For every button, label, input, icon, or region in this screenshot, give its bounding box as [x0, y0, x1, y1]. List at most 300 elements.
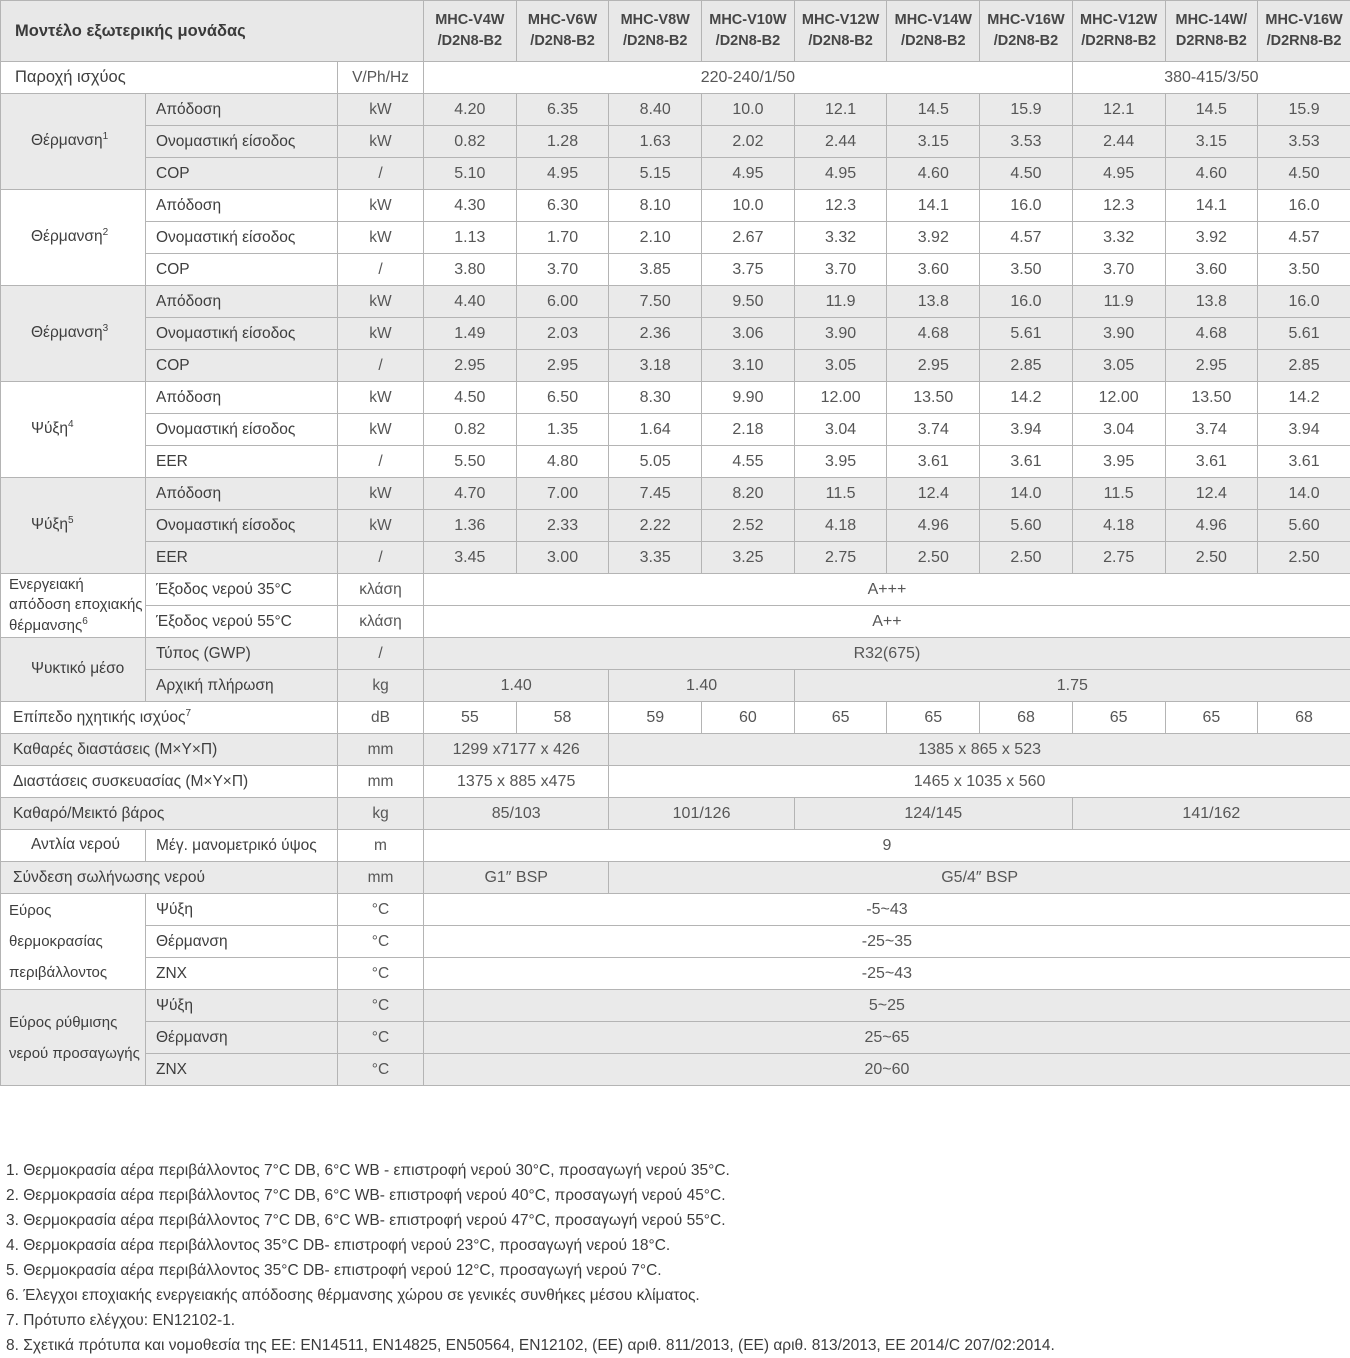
row-label-cell: Θέρμανση — [146, 1022, 338, 1054]
value-cell: 5.10 — [424, 158, 517, 190]
value-cell: 8.10 — [609, 190, 702, 222]
row-label-cell: Ονομαστική είσοδος — [146, 414, 338, 446]
row-label-cell: EER — [146, 542, 338, 574]
value-cell: 2.85 — [980, 350, 1073, 382]
unit-cell: °C — [338, 990, 424, 1022]
value-cell: 4.96 — [887, 510, 980, 542]
value-cell: 12.00 — [794, 382, 887, 414]
table-row — [1, 638, 1350, 670]
value-cell: 3.92 — [1165, 222, 1258, 254]
value-cell: 4.18 — [1072, 510, 1165, 542]
value-cell: G5/4″ BSP — [609, 862, 1350, 894]
footnote-line: 7. Πρότυπο ελέγχου: EN12102-1. — [6, 1308, 1350, 1333]
value-cell: 3.70 — [516, 254, 609, 286]
value-cell: 4.40 — [424, 286, 517, 318]
value-cell: 2.85 — [1258, 350, 1350, 382]
value-cell: 3.61 — [1165, 446, 1258, 478]
value-cell: 3.53 — [1258, 126, 1350, 158]
value-cell: 6.50 — [516, 382, 609, 414]
section-label-cell: Αντλία νερού — [1, 830, 146, 862]
value-cell: 3.00 — [516, 542, 609, 574]
model-name-line2: /D2N8-B2 — [623, 33, 687, 49]
value-cell: 4.60 — [1165, 158, 1258, 190]
value-cell: 1.40 — [424, 670, 609, 702]
value-cell: 2.95 — [1165, 350, 1258, 382]
value-cell: 2.52 — [702, 510, 795, 542]
value-cell: 13.50 — [1165, 382, 1258, 414]
value-cell: 4.96 — [1165, 510, 1258, 542]
unit-cell: kW — [338, 382, 424, 414]
value-cell: 3.70 — [1072, 254, 1165, 286]
value-cell: 10.0 — [702, 94, 795, 126]
value-cell: 4.68 — [887, 318, 980, 350]
value-cell: 2.95 — [516, 350, 609, 382]
model-name-line2: /D2RN8-B2 — [1267, 33, 1342, 49]
row-label-cell: COP — [146, 350, 338, 382]
table-row — [1, 606, 1350, 638]
value-cell: 1.35 — [516, 414, 609, 446]
value-cell: 4.18 — [794, 510, 887, 542]
value-cell: 2.44 — [1072, 126, 1165, 158]
value-cell: 7.00 — [516, 478, 609, 510]
unit-cell: / — [338, 254, 424, 286]
value-cell: 4.60 — [887, 158, 980, 190]
value-cell: 0.82 — [424, 126, 517, 158]
table-row — [1, 894, 1350, 926]
model-name-line1: MHC-V6W — [528, 12, 597, 28]
value-cell: 8.20 — [702, 478, 795, 510]
unit-cell: mm — [338, 862, 424, 894]
value-cell: 65 — [887, 702, 980, 734]
value-cell: 3.15 — [1165, 126, 1258, 158]
value-cell: 12.4 — [887, 478, 980, 510]
value-cell: 12.3 — [794, 190, 887, 222]
row-label-cell: Ονομαστική είσοδος — [146, 126, 338, 158]
table-row — [1, 798, 1350, 830]
model-name-line2: /D2N8-B2 — [438, 33, 502, 49]
value-cell: 3.80 — [424, 254, 517, 286]
model-name-line1: MHC-V12W — [1080, 12, 1157, 28]
row-label-cell: COP — [146, 158, 338, 190]
value-cell: 7.50 — [609, 286, 702, 318]
value-cell: 2.75 — [1072, 542, 1165, 574]
value-cell: 3.61 — [887, 446, 980, 478]
value-cell: 4.50 — [1258, 158, 1350, 190]
unit-cell: kW — [338, 94, 424, 126]
table-row — [1, 542, 1350, 574]
value-cell: 4.57 — [1258, 222, 1350, 254]
value-cell: 25~65 — [424, 1022, 1350, 1054]
value-cell: 12.1 — [794, 94, 887, 126]
value-cell: 65 — [1165, 702, 1258, 734]
value-cell: 6.00 — [516, 286, 609, 318]
value-cell: G1″ BSP — [424, 862, 609, 894]
value-cell: 14.2 — [1258, 382, 1350, 414]
model-name-line2: /D2N8-B2 — [808, 33, 872, 49]
value-cell: 2.50 — [887, 542, 980, 574]
table-row — [1, 254, 1350, 286]
value-cell: 10.0 — [702, 190, 795, 222]
value-cell: A++ — [424, 606, 1350, 638]
value-cell: 68 — [980, 702, 1073, 734]
value-cell: 1.36 — [424, 510, 517, 542]
table-title-cell: Μοντέλο εξωτερικής μονάδας — [1, 1, 424, 62]
value-cell: 5.61 — [1258, 318, 1350, 350]
table-row — [1, 734, 1350, 766]
value-cell: 141/162 — [1072, 798, 1350, 830]
footnote-ref: 3 — [103, 323, 109, 334]
value-cell: 2.95 — [887, 350, 980, 382]
value-cell: 16.0 — [980, 190, 1073, 222]
value-cell: 1.28 — [516, 126, 609, 158]
unit-cell: kg — [338, 670, 424, 702]
unit-cell: kW — [338, 286, 424, 318]
model-header-cell — [1258, 1, 1350, 62]
value-cell: 11.5 — [1072, 478, 1165, 510]
row-label-cell: Αρχική πλήρωση — [146, 670, 338, 702]
value-cell: 12.3 — [1072, 190, 1165, 222]
table-row — [1, 222, 1350, 254]
row-label-cell: Μέγ. μανομετρικό ύψος — [146, 830, 338, 862]
value-cell: -5~43 — [424, 894, 1350, 926]
value-cell: 3.75 — [702, 254, 795, 286]
section-label-cell: Ψυκτικό μέσο — [1, 638, 146, 702]
value-cell: -25~43 — [424, 958, 1350, 990]
row-label-cell: EER — [146, 446, 338, 478]
table-row — [1, 126, 1350, 158]
value-cell: 3.50 — [1258, 254, 1350, 286]
value-cell: 1.49 — [424, 318, 517, 350]
row-label-cell: Ψύξη — [146, 990, 338, 1022]
model-name-line1: MHC-V8W — [621, 12, 690, 28]
value-cell: 3.06 — [702, 318, 795, 350]
value-cell: 68 — [1258, 702, 1350, 734]
value-cell: 1465 x 1035 x 560 — [609, 766, 1350, 798]
value-cell: 13.8 — [1165, 286, 1258, 318]
model-name-line1: MHC-V12W — [802, 12, 879, 28]
value-cell: 4.70 — [424, 478, 517, 510]
value-cell: 4.20 — [424, 94, 517, 126]
section-label-cell: Θέρμανση$^3$ — [1, 286, 146, 382]
table-row — [1, 830, 1350, 862]
footnote-ref: 5 — [68, 515, 74, 526]
value-cell: 13.50 — [887, 382, 980, 414]
section-label-cell: Ψύξη$^5$ — [1, 478, 146, 574]
unit-cell: mm — [338, 734, 424, 766]
row-label-cell: Απόδοση — [146, 94, 338, 126]
footnote-line: 8. Σχετικά πρότυπα και νομοθεσία της ΕΕ: EN14511, EN14825, EN50564, EN12102, (ΕΕ) αριθ. 811/2013, (ΕΕ) αριθ. 813/2013, ΕΕ 2014/C 207/02:2014. — [6, 1333, 1350, 1358]
footnote-ref: 7 — [185, 707, 191, 718]
value-cell: 9 — [424, 830, 1350, 862]
value-cell: 85/103 — [424, 798, 609, 830]
value-cell: 0.82 — [424, 414, 517, 446]
table-row — [1, 1022, 1350, 1054]
value-cell: 11.5 — [794, 478, 887, 510]
table-row — [1, 670, 1350, 702]
value-cell: 2.50 — [1258, 542, 1350, 574]
value-cell: 2.18 — [702, 414, 795, 446]
value-cell: 3.15 — [887, 126, 980, 158]
value-cell: 3.05 — [1072, 350, 1165, 382]
value-cell: 3.95 — [1072, 446, 1165, 478]
footnote-ref: 6 — [82, 616, 88, 627]
value-cell: 1385 x 865 x 523 — [609, 734, 1350, 766]
value-cell: 14.0 — [1258, 478, 1350, 510]
value-cell: 3.61 — [1258, 446, 1350, 478]
value-cell: 2.44 — [794, 126, 887, 158]
value-cell: 1.63 — [609, 126, 702, 158]
model-header-cell — [424, 1, 517, 62]
model-name-line2: /D2N8-B2 — [530, 33, 594, 49]
row-label-cell: COP — [146, 254, 338, 286]
model-header-cell — [980, 1, 1073, 62]
value-cell: 12.00 — [1072, 382, 1165, 414]
value-cell: 220-240/1/50 — [424, 62, 1073, 94]
value-cell: 1.75 — [794, 670, 1350, 702]
model-name-line1: MHC-V10W — [709, 12, 786, 28]
unit-cell: / — [338, 542, 424, 574]
footnotes — [6, 1158, 1350, 1358]
row-label-cell: Καθαρό/Μεικτό βάρος — [1, 798, 338, 830]
unit-cell: kW — [338, 318, 424, 350]
unit-cell: kW — [338, 190, 424, 222]
value-cell: 58 — [516, 702, 609, 734]
unit-cell: kW — [338, 510, 424, 542]
unit-cell: κλάση — [338, 606, 424, 638]
value-cell: 4.50 — [980, 158, 1073, 190]
value-cell: 14.1 — [887, 190, 980, 222]
table-row — [1, 1054, 1350, 1086]
footnote-line: 5. Θερμοκρασία αέρα περιβάλλοντος 35°C DB- επιστροφή νερού 12°C, προσαγωγή νερού 7°C. — [6, 1258, 1350, 1283]
value-cell: 14.2 — [980, 382, 1073, 414]
value-cell: 60 — [702, 702, 795, 734]
row-label-cell: Τύπος (GWP) — [146, 638, 338, 670]
value-cell: 8.40 — [609, 94, 702, 126]
row-label-cell: Επίπεδο ηχητικής ισχύος$^7$ — [1, 702, 338, 734]
value-cell: 8.30 — [609, 382, 702, 414]
table-row — [1, 350, 1350, 382]
value-cell: 3.94 — [1258, 414, 1350, 446]
table-row — [1, 190, 1350, 222]
row-label-cell: Απόδοση — [146, 478, 338, 510]
value-cell: 3.35 — [609, 542, 702, 574]
model-header-cell — [702, 1, 795, 62]
value-cell: 3.45 — [424, 542, 517, 574]
model-header-cell — [794, 1, 887, 62]
value-cell: 5.61 — [980, 318, 1073, 350]
model-name-line2: /D2N8-B2 — [716, 33, 780, 49]
value-cell: 16.0 — [980, 286, 1073, 318]
value-cell: 12.4 — [1165, 478, 1258, 510]
footnote-line: 4. Θερμοκρασία αέρα περιβάλλοντος 35°C DB- επιστροφή νερού 23°C, προσαγωγή νερού 18°C. — [6, 1233, 1350, 1258]
row-label-cell: Ονομαστική είσοδος — [146, 510, 338, 542]
value-cell: 2.22 — [609, 510, 702, 542]
row-label-cell: Ονομαστική είσοδος — [146, 222, 338, 254]
value-cell: 3.05 — [794, 350, 887, 382]
value-cell: 1.64 — [609, 414, 702, 446]
value-cell: 3.32 — [794, 222, 887, 254]
value-cell: 14.5 — [1165, 94, 1258, 126]
value-cell: 59 — [609, 702, 702, 734]
footnote-ref: 2 — [103, 227, 109, 238]
value-cell: 14.5 — [887, 94, 980, 126]
row-label-cell: Παροχή ισχύος — [1, 62, 338, 94]
value-cell: 9.50 — [702, 286, 795, 318]
row-label-cell: Απόδοση — [146, 190, 338, 222]
value-cell: 4.55 — [702, 446, 795, 478]
value-cell: 3.85 — [609, 254, 702, 286]
footnote-line: 1. Θερμοκρασία αέρα περιβάλλοντος 7°C DB, 6°C WB - επιστροφή νερού 30°C, προσαγωγή νερού 35°C. — [6, 1158, 1350, 1183]
row-label-cell: Σύνδεση σωλήνωσης νερού — [1, 862, 338, 894]
value-cell: 11.9 — [794, 286, 887, 318]
model-name-line2: /D2N8-B2 — [994, 33, 1058, 49]
value-cell: 1.40 — [609, 670, 794, 702]
value-cell: 1299 x7177 x 426 — [424, 734, 609, 766]
value-cell: 20~60 — [424, 1054, 1350, 1086]
table-row — [1, 990, 1350, 1022]
footnote-ref: 1 — [103, 131, 109, 142]
value-cell: 6.35 — [516, 94, 609, 126]
unit-cell: / — [338, 350, 424, 382]
unit-cell: °C — [338, 894, 424, 926]
value-cell: 4.50 — [424, 382, 517, 414]
section-label-cell: Θέρμανση$^1$ — [1, 94, 146, 190]
value-cell: 3.60 — [887, 254, 980, 286]
value-cell: 3.25 — [702, 542, 795, 574]
value-cell: -25~35 — [424, 926, 1350, 958]
row-label-cell: Ψύξη — [146, 894, 338, 926]
value-cell: 3.74 — [1165, 414, 1258, 446]
value-cell: 14.1 — [1165, 190, 1258, 222]
row-label-cell: Έξοδος νερού 35°C — [146, 574, 338, 606]
value-cell: 16.0 — [1258, 190, 1350, 222]
value-cell: 3.61 — [980, 446, 1073, 478]
value-cell: 4.95 — [516, 158, 609, 190]
value-cell: 4.80 — [516, 446, 609, 478]
value-cell: 3.94 — [980, 414, 1073, 446]
footnote-line: 3. Θερμοκρασία αέρα περιβάλλοντος 7°C DB, 6°C WB- επιστροφή νερού 47°C, προσαγωγή νερού 55°C. — [6, 1208, 1350, 1233]
section-label-cell: Ψύξη$^4$ — [1, 382, 146, 478]
value-cell: 3.70 — [794, 254, 887, 286]
footnote-line: 6. Έλεγχοι εποχιακής ενεργειακής απόδοσης θέρμανσης χώρου σε γενικές συνθήκες μέσου κλίματος. — [6, 1283, 1350, 1308]
table-row — [1, 766, 1350, 798]
unit-cell: kg — [338, 798, 424, 830]
table-row — [1, 414, 1350, 446]
unit-cell: °C — [338, 926, 424, 958]
value-cell: A+++ — [424, 574, 1350, 606]
value-cell: 1375 x 885 x475 — [424, 766, 609, 798]
value-cell: 3.18 — [609, 350, 702, 382]
value-cell: 5.60 — [1258, 510, 1350, 542]
value-cell: 380-415/3/50 — [1072, 62, 1350, 94]
model-name-line2: D2RN8-B2 — [1176, 33, 1247, 49]
unit-cell: °C — [338, 1054, 424, 1086]
value-cell: 4.95 — [702, 158, 795, 190]
value-cell: 15.9 — [980, 94, 1073, 126]
unit-cell: κλάση — [338, 574, 424, 606]
value-cell: 5.60 — [980, 510, 1073, 542]
value-cell: 3.10 — [702, 350, 795, 382]
value-cell: 3.95 — [794, 446, 887, 478]
value-cell: 7.45 — [609, 478, 702, 510]
model-header-cell — [1072, 1, 1165, 62]
value-cell: 2.50 — [980, 542, 1073, 574]
table-row — [1, 958, 1350, 990]
model-name-line2: /D2N8-B2 — [901, 33, 965, 49]
model-name-line1: MHC-14W/ — [1175, 12, 1247, 28]
row-label-cell: Απόδοση — [146, 382, 338, 414]
row-label-cell: Ονομαστική είσοδος — [146, 318, 338, 350]
table-row — [1, 862, 1350, 894]
value-cell: 6.30 — [516, 190, 609, 222]
table-row — [1, 446, 1350, 478]
value-cell: 12.1 — [1072, 94, 1165, 126]
value-cell: 11.9 — [1072, 286, 1165, 318]
value-cell: 4.57 — [980, 222, 1073, 254]
value-cell: 2.67 — [702, 222, 795, 254]
table-row — [1, 702, 1350, 734]
table-row — [1, 318, 1350, 350]
value-cell: 2.50 — [1165, 542, 1258, 574]
value-cell: 2.33 — [516, 510, 609, 542]
unit-cell: mm — [338, 766, 424, 798]
section-label-cell: Εύρος θερμοκρασίας περιβάλλοντος — [1, 894, 146, 990]
row-label-cell: Έξοδος νερού 55°C — [146, 606, 338, 638]
value-cell: 3.04 — [1072, 414, 1165, 446]
row-label-cell: Απόδοση — [146, 286, 338, 318]
table-row — [1, 382, 1350, 414]
row-label-cell: Καθαρές διαστάσεις (Μ×Υ×Π) — [1, 734, 338, 766]
value-cell: 5.50 — [424, 446, 517, 478]
model-header-cell — [609, 1, 702, 62]
unit-cell: / — [338, 638, 424, 670]
section-label-cell: Εύρος ρύθμισης νερού προσαγωγής — [1, 990, 146, 1086]
value-cell: 3.50 — [980, 254, 1073, 286]
value-cell: 4.95 — [794, 158, 887, 190]
value-cell: 16.0 — [1258, 286, 1350, 318]
value-cell: 65 — [794, 702, 887, 734]
value-cell: 3.90 — [794, 318, 887, 350]
value-cell: 3.90 — [1072, 318, 1165, 350]
value-cell: 2.95 — [424, 350, 517, 382]
table-row — [1, 158, 1350, 190]
unit-cell: / — [338, 158, 424, 190]
value-cell: 5.05 — [609, 446, 702, 478]
value-cell: 3.04 — [794, 414, 887, 446]
model-name-line1: MHC-V16W — [987, 12, 1064, 28]
unit-cell: °C — [338, 1022, 424, 1054]
table-row — [1, 510, 1350, 542]
value-cell: 1.13 — [424, 222, 517, 254]
unit-cell: kW — [338, 414, 424, 446]
row-label-cell: Διαστάσεις συσκευασίας (Μ×Υ×Π) — [1, 766, 338, 798]
unit-cell: kW — [338, 126, 424, 158]
model-header-cell — [516, 1, 609, 62]
table-row — [1, 478, 1350, 510]
value-cell: 2.36 — [609, 318, 702, 350]
table-row — [1, 94, 1350, 126]
model-name-line1: MHC-V16W — [1265, 12, 1342, 28]
row-label-cell: ΖΝΧ — [146, 958, 338, 990]
section-label-cell: Ενεργειακή απόδοση εποχιακής θέρμανσης$^6$ — [1, 574, 146, 638]
unit-cell: dB — [338, 702, 424, 734]
unit-cell: m — [338, 830, 424, 862]
value-cell: 101/126 — [609, 798, 794, 830]
value-cell: 2.75 — [794, 542, 887, 574]
value-cell: 4.95 — [1072, 158, 1165, 190]
value-cell: 5~25 — [424, 990, 1350, 1022]
power-supply-row — [1, 62, 1350, 94]
